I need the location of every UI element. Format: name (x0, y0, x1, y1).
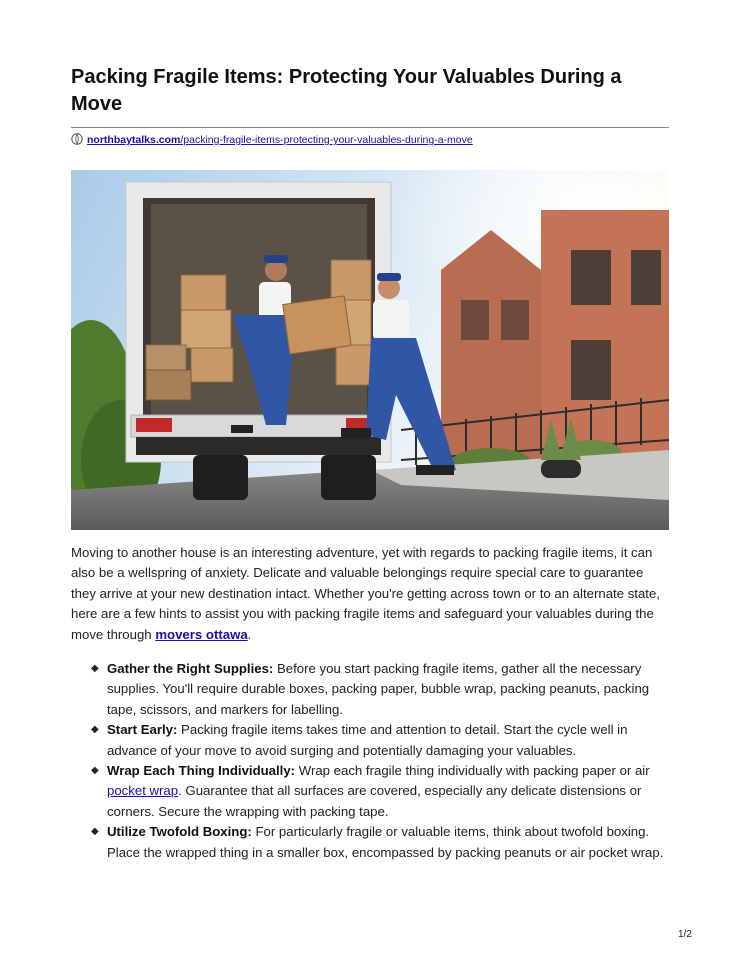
list-item (88, 659, 673, 720)
photo-movers-loading-truck-icon (71, 170, 669, 530)
tip-heading: Gather the Right Supplies: (107, 661, 274, 676)
title-divider (71, 127, 669, 128)
bullet-icon: ◆ (91, 663, 99, 674)
intro-text: Moving to another house is an interesting adventure, yet with regards to packing fragile items, it can also be a wellspring of anxiety. Delicate and valuable belongings require special care to guarantee they arrive at your new destination intact. Whether you're getting across town or to an alternate state, here are a few hints to assist you with packing fragile items and safeguard your valuables during the move through (71, 545, 660, 642)
intro-paragraph (71, 543, 671, 645)
tip-text: For particularly fragile or valuable items, think about twofold boxing. Place the wrapped thing in a smaller box, encompassed by packing peanuts or air pocket wrap. (107, 824, 664, 860)
bullet-icon: ◆ (91, 724, 99, 736)
globe-icon (71, 133, 83, 145)
page-title: Packing Fragile Items: Protecting Your Valuables During a Move (71, 66, 622, 115)
tip-heading: Utilize Twofold Boxing: (107, 824, 252, 840)
list-item (88, 720, 673, 761)
tip-text: Wrap each fragile thing individually with packing paper or air (295, 763, 650, 779)
tips-list (88, 659, 673, 863)
movers-ottawa-link[interactable]: movers ottawa (155, 626, 248, 642)
bullet-icon: ◆ (91, 826, 99, 838)
bullet-icon: ◆ (91, 765, 99, 777)
tip-text: . Guarantee that all surfaces are covered, especially any delicate distensions or corners. Secure the wrapping with packing tape. (107, 783, 642, 819)
hero-image (71, 170, 669, 530)
list-item (88, 761, 673, 822)
list-item (88, 822, 673, 863)
page-number: 1/2 (678, 929, 692, 940)
source-path: /packing-fragile-items-protecting-your-valuables-during-a-move (180, 134, 473, 146)
source-link[interactable] (71, 133, 473, 147)
tip-text: Packing fragile items takes time and attention to detail. Start the cycle well in advance of your move to avoid surging and potentially damaging your valuables. (107, 722, 628, 758)
source-domain: northbaytalks.com (87, 134, 181, 146)
tip-text: Before you start packing fragile items, gather all the necessary supplies. You'll require durable boxes, packing paper, bubble wrap, packing peanuts, packing tape, scissors, and markers for labelling. (107, 661, 650, 717)
tip-heading: Start Early: (107, 722, 178, 738)
tip-heading: Wrap Each Thing Individually: (107, 763, 296, 779)
source-url[interactable] (87, 134, 473, 146)
intro-end: . (247, 626, 252, 642)
pocket-wrap-link[interactable]: pocket wrap (107, 783, 179, 799)
